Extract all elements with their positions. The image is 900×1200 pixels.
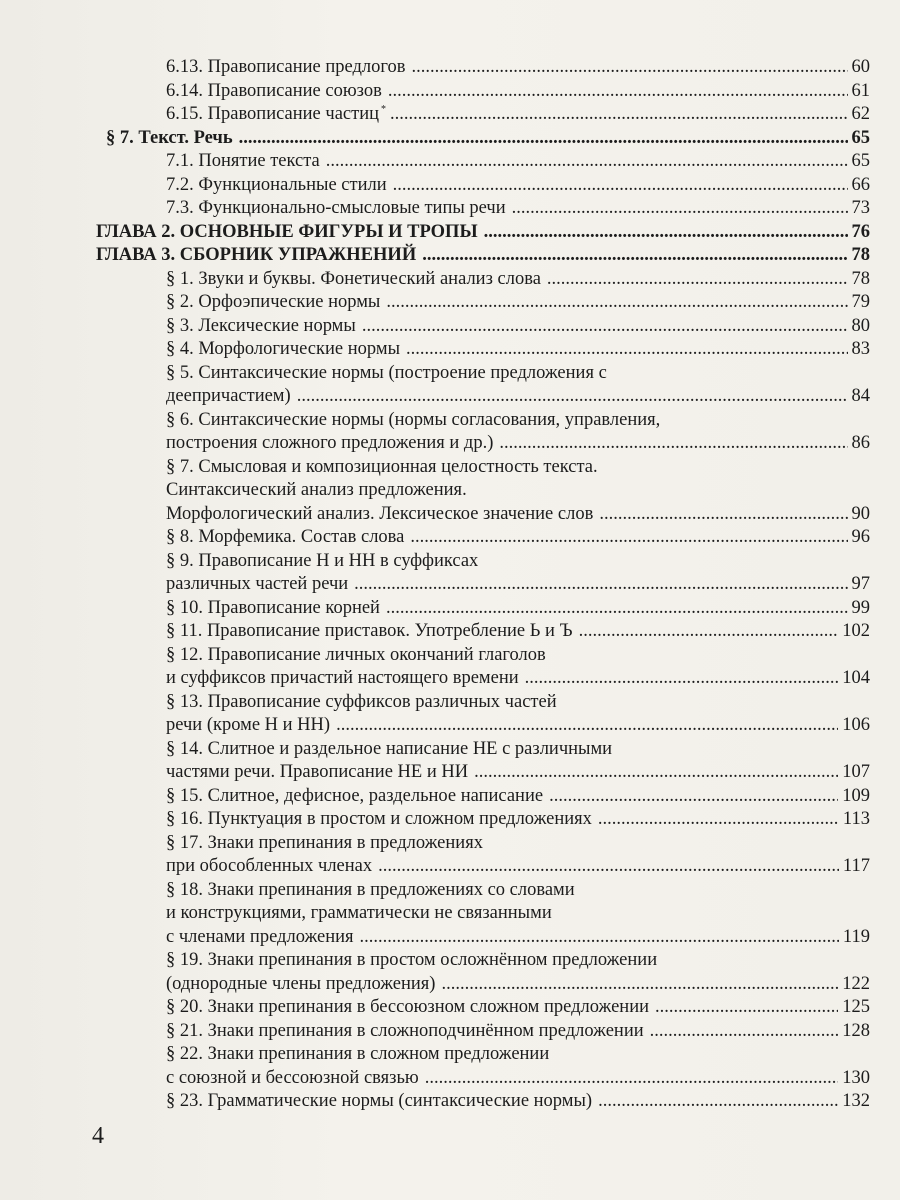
toc-entry <box>0 362 900 386</box>
toc-entry <box>0 150 870 174</box>
dot-leader <box>579 620 839 644</box>
dot-leader <box>499 432 847 456</box>
toc-entry-title: § 23. Грамматические нормы (синтаксические нормы) <box>166 1091 593 1111</box>
toc-entry-page: 128 <box>842 1020 870 1041</box>
dot-leader <box>598 808 839 832</box>
toc-entry-page: 96 <box>851 527 870 547</box>
toc-entry-page: 76 <box>851 221 870 242</box>
toc-entry <box>0 1067 870 1091</box>
dot-leader <box>599 503 847 527</box>
toc-entry-title: ГЛАВА 3. СБОРНИК УПРАЖНЕНИЙ <box>96 245 417 265</box>
toc-entry-title: 7.1. Понятие текста <box>166 151 320 171</box>
toc-entry <box>0 338 870 362</box>
toc-entry-title: § 20. Знаки препинания в бессоюзном сложном предложении <box>166 997 650 1017</box>
toc-entry-title: § 17. Знаки препинания в предложениях <box>166 832 483 853</box>
toc-entry-page: 90 <box>851 503 870 524</box>
toc-entry-title: § 22. Знаки препинания в сложном предложении <box>166 1044 550 1064</box>
toc-entry-title: § 8. Морфемика. Состав слова <box>166 527 405 547</box>
toc-entry-page: 80 <box>851 315 870 336</box>
dot-leader <box>412 56 848 80</box>
toc-entry-page: 61 <box>851 80 870 101</box>
toc-entry-title: Морфологический анализ. Лексическое значение слов <box>166 503 594 524</box>
dot-leader <box>388 80 848 104</box>
toc-entry <box>0 456 900 480</box>
toc-entry <box>0 479 900 503</box>
toc-entry-page: 99 <box>851 597 870 618</box>
toc-entry <box>0 1043 900 1067</box>
dot-leader <box>362 315 848 339</box>
toc-entry <box>0 550 900 574</box>
toc-entry-title: § 6. Синтаксические нормы (нормы согласования, управления, <box>166 409 661 430</box>
toc-entry-title: § 21. Знаки препинания в сложноподчинённом предложении <box>166 1020 644 1041</box>
toc-entry <box>0 879 900 903</box>
toc-entry-title: 6.15. Правописание частиц <box>166 104 380 124</box>
toc-entry <box>0 127 870 151</box>
toc-entry-page: 117 <box>842 856 870 876</box>
toc-entry-title: частями речи. Правописание НЕ и НИ <box>166 762 469 782</box>
toc-entry <box>0 573 870 597</box>
dot-leader <box>354 573 847 597</box>
toc-entry-title: § 4. Морфологические нормы <box>166 339 400 359</box>
dot-leader <box>393 174 848 198</box>
toc-entry <box>0 738 900 762</box>
dot-leader <box>441 973 838 997</box>
toc-entry-title: с членами предложения <box>166 926 354 947</box>
toc-entry <box>0 221 870 245</box>
toc-entry-title: § 13. Правописание суффиксов различных частей <box>166 691 557 712</box>
toc-entry-title: 7.2. Функциональные стили <box>166 174 387 195</box>
toc-entry-title: и конструкциями, грамматически не связанными <box>166 903 552 923</box>
dot-leader <box>386 291 847 315</box>
toc-entry-page: 79 <box>851 292 870 312</box>
toc-entry-page: 83 <box>851 339 870 359</box>
dot-leader <box>650 1020 839 1044</box>
toc-entry <box>0 832 900 856</box>
dot-leader <box>547 268 848 292</box>
toc-entry-page: 86 <box>851 433 870 453</box>
toc-entry-title: 7.3. Функционально-смысловые типы речи <box>166 198 506 218</box>
toc-entry-title: § 18. Знаки препинания в предложениях со словами <box>166 879 575 900</box>
toc-entry-page: 119 <box>842 926 870 947</box>
toc-entry <box>0 526 870 550</box>
dot-leader <box>336 714 838 738</box>
toc-entry-title: § 5. Синтаксические нормы (построение предложения с <box>166 362 607 383</box>
dot-leader <box>406 338 848 362</box>
toc-entry <box>0 244 870 268</box>
dot-leader <box>239 127 848 151</box>
toc-entry-title: (однородные члены предложения) <box>166 973 436 994</box>
toc-entry-page: 132 <box>842 1091 870 1111</box>
toc-entry-page: 60 <box>851 57 870 77</box>
toc-entry <box>0 785 870 809</box>
toc-entry <box>0 385 870 409</box>
toc-entry <box>0 56 870 80</box>
toc-entry-title: § 1. Звуки и буквы. Фонетический анализ слова <box>166 268 541 289</box>
toc-entry <box>0 808 870 832</box>
toc-entry-title: с союзной и бессоюзной связью <box>166 1067 419 1088</box>
toc-entry <box>0 996 870 1020</box>
dot-leader <box>474 761 838 785</box>
dot-leader <box>390 103 847 127</box>
toc-entry-title: § 7. Текст. Речь <box>106 127 233 148</box>
toc-entry-page: 125 <box>842 997 870 1017</box>
toc-entry-title: 6.14. Правописание союзов <box>166 80 382 101</box>
toc-entry-title: различных частей речи <box>166 574 349 594</box>
toc-entry-title: § 12. Правописание личных окончаний глаголов <box>166 644 546 665</box>
dot-leader <box>422 244 847 268</box>
dot-leader <box>512 197 848 221</box>
dot-leader <box>410 526 847 550</box>
dot-leader <box>297 385 848 409</box>
toc-entry-title: § 9. Правописание Н и НН в суффиксах <box>166 550 479 571</box>
dot-leader <box>425 1067 839 1091</box>
dot-leader <box>378 855 839 879</box>
toc-entry-title: § 3. Лексические нормы <box>166 315 356 336</box>
toc-entry <box>0 268 870 292</box>
toc-entry <box>0 503 870 527</box>
dot-leader <box>484 221 848 245</box>
toc-entry <box>0 432 870 456</box>
toc-entry <box>0 174 870 198</box>
toc-entry-page: 78 <box>851 268 870 289</box>
toc-entry <box>0 197 870 221</box>
toc-entry-title: ГЛАВА 2. ОСНОВНЫЕ ФИГУРЫ И ТРОПЫ <box>96 221 478 242</box>
dot-leader <box>360 926 839 950</box>
toc-entry-page: 65 <box>851 127 870 148</box>
toc-entry <box>0 315 870 339</box>
toc-entry-title: § 15. Слитное, дефисное, раздельное написание <box>166 785 544 806</box>
toc-entry <box>0 973 870 997</box>
toc-entry-page: 130 <box>842 1067 870 1088</box>
toc-entry-page: 97 <box>851 574 870 594</box>
toc-entry <box>0 80 870 104</box>
toc-entry <box>0 1090 870 1114</box>
toc-entry-page: 109 <box>842 785 870 806</box>
toc-entry-page: 104 <box>842 668 870 688</box>
toc-entry <box>0 902 900 926</box>
toc-entry <box>0 644 900 668</box>
dot-leader <box>525 667 839 691</box>
dot-leader <box>549 785 838 809</box>
toc-entry-page: 65 <box>851 151 870 171</box>
toc-entry-title: § 16. Пунктуация в простом и сложном предложениях <box>166 809 592 829</box>
toc-entry <box>0 291 870 315</box>
toc-entry-title: речи (кроме Н и НН) <box>166 715 331 735</box>
toc-entry-page: 66 <box>851 174 870 195</box>
toc-entry-page: 102 <box>842 621 870 641</box>
toc-entry-title: и суффиксов причастий настоящего времени <box>166 668 519 688</box>
toc-entry-page: 84 <box>851 386 870 406</box>
toc-entry-page: 62 <box>851 104 870 124</box>
toc-entry-page: 78 <box>851 245 870 265</box>
toc-entry-title: § 7. Смысловая и композиционная целостность текста. <box>166 456 598 477</box>
toc-entry <box>0 597 870 621</box>
toc-entry <box>0 667 870 691</box>
toc-entry-title: при обособленных членах <box>166 856 373 876</box>
toc-entry <box>0 691 900 715</box>
dot-leader <box>386 597 848 621</box>
toc-entry <box>0 1020 870 1044</box>
toc-entry-title: § 11. Правописание приставок. Употребление Ь и Ъ <box>166 621 573 641</box>
toc-entry-title: § 14. Слитное и раздельное написание НЕ с различными <box>166 738 613 759</box>
toc-entry-title: Синтаксический анализ предложения. <box>166 480 467 500</box>
toc-entry-title: § 2. Орфоэпические нормы <box>166 292 381 312</box>
toc-entry-title: § 10. Правописание корней <box>166 597 380 618</box>
toc-entry <box>0 409 900 433</box>
page-number: 4 <box>92 1123 104 1149</box>
toc-entry-title: 6.13. Правописание предлогов <box>166 57 406 77</box>
toc-entry <box>0 761 870 785</box>
toc-entry-page: 106 <box>842 715 870 735</box>
toc-entry-page: 107 <box>842 762 870 782</box>
toc-entry-page: 113 <box>842 809 870 829</box>
toc-entry-page: 73 <box>851 198 870 218</box>
footnote-marker: * <box>381 103 387 115</box>
dot-leader <box>655 996 838 1020</box>
toc-entry-title: построения сложного предложения и др.) <box>166 433 494 453</box>
table-of-contents <box>0 56 900 1114</box>
toc-entry <box>0 949 900 973</box>
toc-entry-title: деепричастием) <box>166 386 291 406</box>
dot-leader <box>326 150 848 174</box>
toc-entry <box>0 103 870 127</box>
dot-leader <box>598 1090 838 1114</box>
toc-entry <box>0 926 870 950</box>
toc-entry-title: § 19. Знаки препинания в простом осложнённом предложении <box>166 950 658 970</box>
toc-entry <box>0 714 870 738</box>
toc-entry <box>0 620 870 644</box>
toc-entry-page: 122 <box>842 973 870 994</box>
toc-entry <box>0 855 870 879</box>
